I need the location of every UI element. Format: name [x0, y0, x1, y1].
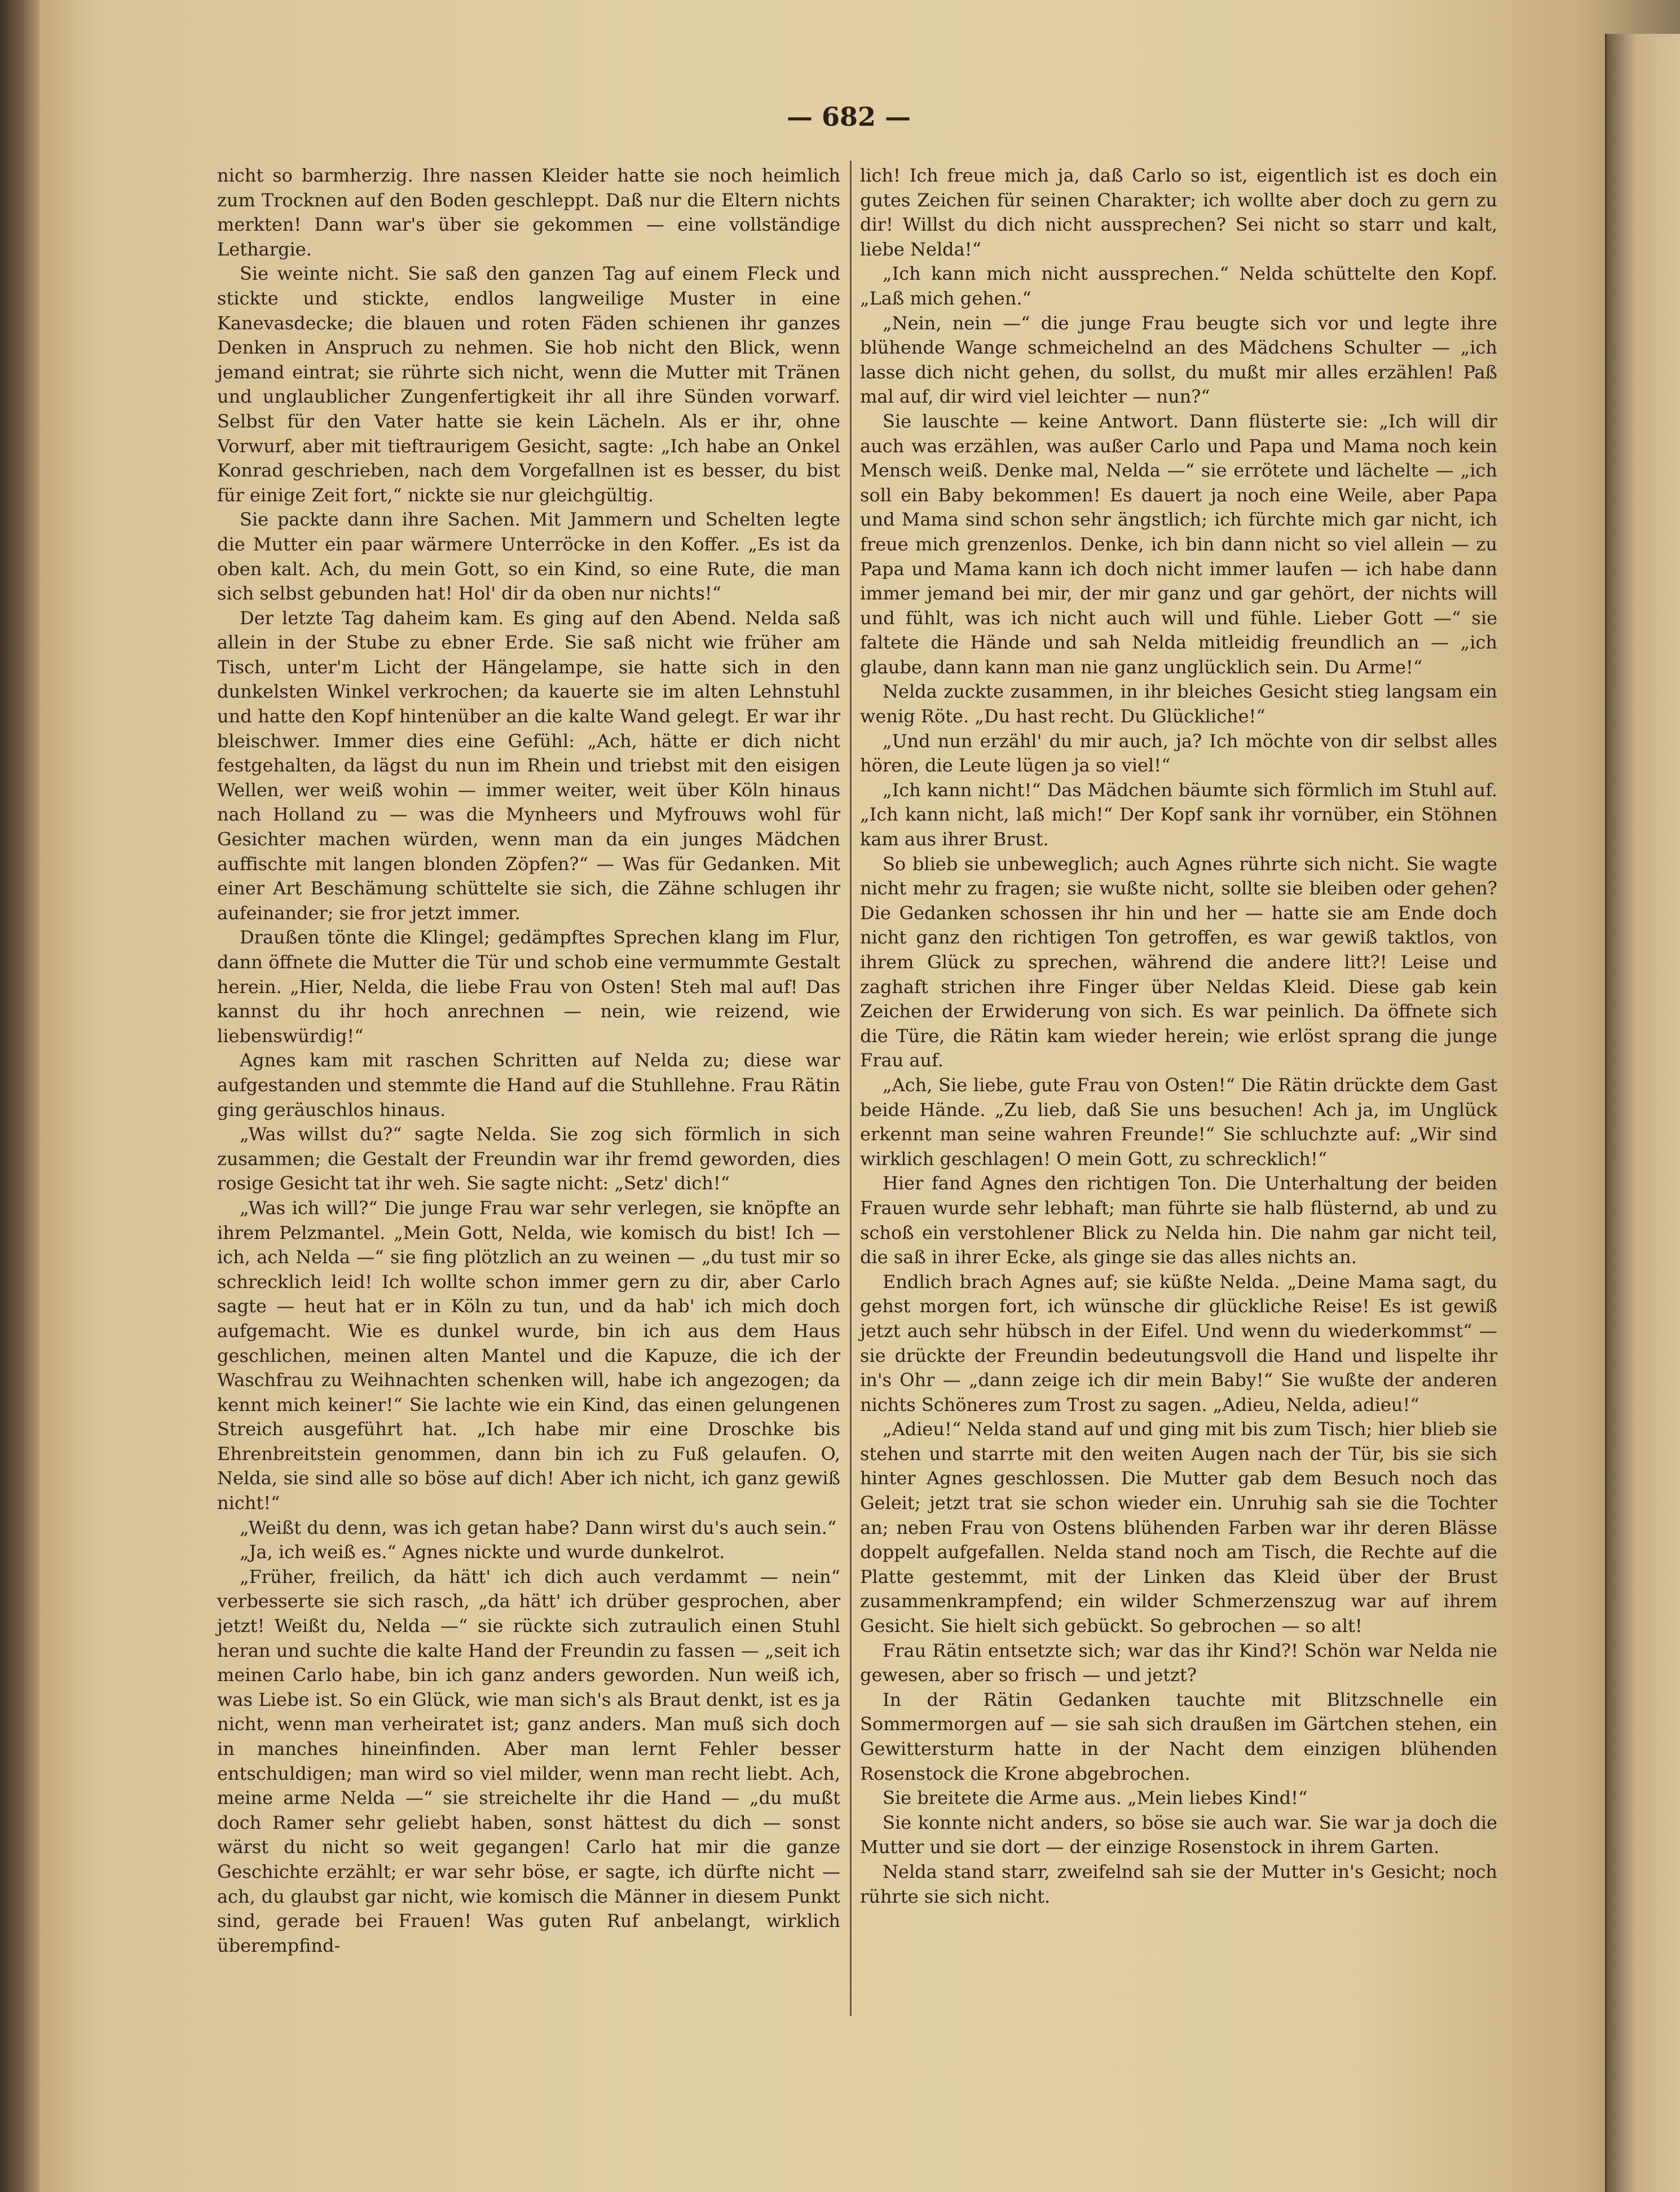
paragraph: „Früher, freilich, da hätt' ich dich auch verdammt — nein“ verbesserte sie sich rasch, „da hätt' ich drüber gesprochen, aber jetzt! Weißt du, Nelda —“ sie rückte sich zutraulich einen Stuhl heran und suchte die kalte Hand der Freundin zu fassen — „seit ich meinen Carlo habe, bin ich ganz anders geworden. Nun weiß ich, was Liebe ist. So ein Glück, wie man sich's als Braut denkt, ist es ja nicht, wenn man verheiratet ist; ganz anders. Man muß sich doch in manches hineinfinden. Aber man lernt Fehler besser entschuldigen; man wird so viel milder, wenn man recht liebt. Ach, meine arme Nelda —“ sie streichelte ihr die Hand — „du mußt doch Ramer sehr geliebt haben, sonst hättest du dich — sonst wärst du nicht so weit gegangen! Carlo hat mir die ganze Geschichte erzählt; er war sehr böse, er sagte, ich dürfte nicht — ach, du glaubst gar nicht, wie komisch die Männer in diesem Punkt sind, gerade bei Frauen! Was guten Ruf anbelangt, wirklich überempfind- — [217, 1565, 840, 1956]
paragraph: In der Rätin Gedanken tauchte mit Blitzschnelle ein Sommermorgen auf — sie sah sich draußen im Gärtchen stehen, ein Gewittersturm hatte in der Nacht dem einzigen blühenden Rosenstock die Krone abgebrochen. — [860, 1688, 1497, 1784]
paragraph: Der letzte Tag daheim kam. Es ging auf den Abend. Nelda saß allein in der Stube zu ebner Erde. Sie saß nicht wie früher am Tisch, unter'm Licht der Hängelampe, sie hatte sich in den dunkelsten Winkel verkrochen; da kauerte sie im alten Lehnstuhl und hatte den Kopf hintenüber an die kalte Wand gelegt. Er war ihr bleischwer. Immer dies eine Gefühl: „Ach, hätte er dich nicht festgehalten, da lägst du nun im Rhein und triebst mit den eisigen Wellen, wer weiß wohin — immer weiter, weit über Köln hinaus nach Holland zu — was die Mynheers und Myfrouws wohl für Gesichter machen würden, wenn man da ein junges Mädchen auffischte mit langen blonden Zöpfen?“ — Was für Gedanken. Mit einer Art Beschämung schüttelte sie sich, die Zähne schlugen ihr aufeinander; sie fror jetzt immer. — [217, 607, 840, 924]
paragraph: Sie weinte nicht. Sie saß den ganzen Tag auf einem Fleck und stickte und stickte, endlos langweilige Muster in eine Kanevasdecke; die blauen und roten Fäden schienen ihr ganzes Denken in Anspruch zu nehmen. Sie hob nicht den Blick, wenn jemand eintrat; sie rührte sich nicht, wenn die Mutter mit Tränen und unglaublicher Zungenfertigkeit ihr all ihre Sünden vorwarf. Selbst für den Vater hatte sie kein Lächeln. Als er ihr, ohne Vorwurf, aber mit tieftraurigem Gesicht, sagte: „Ich habe an Onkel Konrad geschrieben, nach dem Vorgefallnen ist es besser, du bist für einige Zeit fort,“ nickte sie nur gleichgültig. — [217, 263, 840, 506]
right-column — [860, 164, 1497, 1909]
left-column — [217, 164, 840, 1958]
paragraph: So blieb sie unbeweglich; auch Agnes rührte sich nicht. Sie wagte nicht mehr zu fragen; sie wußte nicht, sollte sie bleiben oder gehen? Die Gedanken schossen ihr hin und her — hatte sie am Ende doch nicht ganz den richtigen Ton getroffen, es war gewiß taktlos, von ihrem Glück zu sprechen, während die andere litt?! Leise und zaghaft strichen ihre Finger über Neldas Kleid. Diese gab kein Zeichen der Erwiderung von sich. Es war peinlich. Da öffnete sich die Türe, die Rätin kam wieder herein; wie erlöst sprang die junge Frau auf. — [860, 853, 1497, 1071]
paragraph: Hier fand Agnes den richtigen Ton. Die Unterhaltung der beiden Frauen wurde sehr lebhaft; man führte sie halb flüsternd, ab und zu schoß ein verstohlener Blick zu Nelda hin. Die nahm gar nicht teil, die saß in ihrer Ecke, als ginge sie das alles nichts an. — [860, 1172, 1497, 1268]
paragraph: „Und nun erzähl' du mir auch, ja? Ich möchte von dir selbst alles hören, die Leute lügen ja so viel!“ — [860, 730, 1497, 777]
paragraph: „Was ich will?“ Die junge Frau war sehr verlegen, sie knöpfte an ihrem Pelzmantel. „Mein Gott, Nelda, wie komisch du bist! Ich — ich, ach Nelda —“ sie fing plötzlich an zu weinen — „du tust mir so schrecklich leid! Ich wollte schon immer gern zu dir, aber Carlo sagte — heut hat er in Köln zu tun, und da hab' ich mich doch aufgemacht. Wie es dunkel wurde, bin ich aus dem Haus geschlichen, meinen alten Mantel und die Kapuze, die ich der Waschfrau zu Weihnachten schenken will, habe ich angezogen; da kennt mich keiner!“ Sie lachte wie ein Kind, das einen gelungenen Streich ausgeführt hat. „Ich habe mir eine Droschke bis Ehrenbreitstein genommen, dann bin ich zu Fuß gelaufen. O, Nelda, sie sind alle so böse auf dich! Aber ich nicht, ich ganz gewiß nicht!“ — [217, 1197, 840, 1514]
paragraph: „Weißt du denn, was ich getan habe? Dann wirst du's auch sein.“ — [240, 1516, 837, 1538]
paragraph: lich! Ich freue mich ja, daß Carlo so ist, eigentlich ist es doch ein gutes Zeichen für seinen Charakter; ich wollte aber doch zu gern zu dir! Willst du dich nicht aussprechen? Sei nicht so starr und kalt, liebe Nelda!“ — [860, 165, 1497, 260]
paragraph: Sie breitete die Arme aus. „Mein liebes Kind!“ — [883, 1787, 1308, 1809]
column-divider — [850, 161, 852, 2016]
paragraph: „Adieu!“ Nelda stand auf und ging mit bis zum Tisch; hier blieb sie stehen und starrte mit den weiten Augen nach der Tür, bis sie sich hinter Agnes geschlossen. Die Mutter gab dem Besuch noch das Geleit; jetzt trat sie schon wieder ein. Unruhig sah sie die Tochter an; neben Frau von Ostens blühenden Farben war ihr deren Blässe doppelt aufgefallen. Nelda stand noch am Tisch, die Rechte auf die Platte gestemmt, mit der Linken das Kleid über der Brust zusammenkrampfend; ein wilder Schmerzenszug war auf ihrem Gesicht. Sie hielt sich gebückt. So gebrochen — so alt! — [860, 1418, 1497, 1637]
paragraph: „Ich kann mich nicht aussprechen.“ Nelda schüttelte den Kopf. „Laß mich gehen.“ — [860, 263, 1497, 309]
book-binding — [0, 0, 39, 2192]
paragraph: Sie packte dann ihre Sachen. Mit Jammern und Schelten legte die Mutter ein paar wärmere Unterröcke in den Koffer. „Es ist da oben kalt. Ach, du mein Gott, so ein Kind, so eine Rute, die man sich selbst gebunden hat! Hol' dir da oben nur nichts!“ — [217, 509, 840, 605]
paragraph: nicht so barmherzig. Ihre nassen Kleider hatte sie noch heimlich zum Trocknen auf den Boden geschleppt. Daß nur die Eltern nichts merkten! Dann war's über sie gekommen — eine vollständige Lethargie. — [217, 165, 840, 260]
adjacent-page-edge — [1605, 34, 1680, 2192]
paragraph: Agnes kam mit raschen Schritten auf Nelda zu; diese war aufgestanden und stemmte die Hand auf die Stuhllehne. Frau Rätin ging geräuschlos hinaus. — [217, 1049, 840, 1121]
paragraph: „Nein, nein —“ die junge Frau beugte sich vor und legte ihre blühende Wange schmeichelnd an des Mädchens Schulter — „ich lasse dich nicht gehen, du sollst, du mußt mir alles erzählen! Paß mal auf, dir wird viel leichter — nun?“ — [860, 312, 1497, 408]
paragraph: Sie konnte nicht anders, so böse sie auch war. Sie war ja doch die Mutter und sie dort — der einzige Rosenstock in ihrem Garten. — [860, 1811, 1497, 1858]
paragraph: Endlich brach Agnes auf; sie küßte Nelda. „Deine Mama sagt, du gehst morgen fort, ich wünsche dir glückliche Reise! Es ist gewiß jetzt auch sehr hübsch in der Eifel. Und wenn du wiederkommst“ — sie drückte der Freundin bedeutungsvoll die Hand und lispelte ihr in's Ohr — „dann zeige ich dir mein Baby!“ Sie wußte der anderen nichts Schöneres zum Trost zu sagen. „Adieu, Nelda, adieu!“ — [860, 1271, 1497, 1415]
paragraph: Draußen tönte die Klingel; gedämpftes Sprechen klang im Flur, dann öffnete die Mutter die Tür und schob eine vermummte Gestalt herein. „Hier, Nelda, die liebe Frau von Osten! Steh mal auf! Das kannst du ihr hoch anrechnen — nein, wie reizend, wie liebenswürdig!“ — [217, 927, 840, 1047]
paragraph: „Ich kann nicht!“ Das Mädchen bäumte sich förmlich im Stuhl auf. „Ich kann nicht, laß mich!“ Der Kopf sank ihr vornüber, ein Stöhnen kam aus ihrer Brust. — [860, 779, 1497, 850]
paragraph: „Ja, ich weiß es.“ Agnes nickte und wurde dunkelrot. — [240, 1541, 725, 1563]
paragraph: „Was willst du?“ sagte Nelda. Sie zog sich förmlich in sich zusammen; die Gestalt der Freundin war ihr fremd geworden, dies rosige Gesicht tat ihr weh. Sie sagte nicht: „Setz' dich!“ — [217, 1123, 840, 1194]
paragraph: Sie lauschte — keine Antwort. Dann flüsterte sie: „Ich will dir auch was erzählen, was außer Carlo und Papa und Mama noch kein Mensch weiß. Denke mal, Nelda —“ sie errötete und lächelte — „ich soll ein Baby bekommen! Es dauert ja noch eine Weile, aber Papa und Mama sind schon sehr ängstlich; ich fürchte mich gar nicht, ich freue mich grenzenlos. Denke, ich bin dann nicht so viel allein — zu Papa und Mama kann ich doch nicht immer laufen — ich habe dann immer jemand bei mir, der mir ganz und gar gehört, der nichts will und fühlt, was ich nicht auch will und fühle. Lieber Gott —“ sie faltete die Hände und sah Nelda mitleidig freundlich an — „ich glaube, dann kann man nie ganz unglücklich sein. Du Arme!“ — [860, 410, 1497, 678]
paragraph: Frau Rätin entsetzte sich; war das ihr Kind?! Schön war Nelda nie gewesen, aber so frisch — und jetzt? — [860, 1639, 1497, 1686]
paragraph: „Ach, Sie liebe, gute Frau von Osten!“ Die Rätin drückte dem Gast beide Hände. „Zu lieb, daß Sie uns besuchen! Ach ja, im Unglück erkennt man seine wahren Freunde!“ Sie schluchzte auf: „Wir sind wirklich geschlagen! O mein Gott, zu schrecklich!“ — [860, 1074, 1497, 1170]
paragraph: Nelda stand starr, zweifelnd sah sie der Mutter in's Gesicht; noch rührte sie sich nicht. — [860, 1860, 1497, 1907]
page-number: — 682 — — [786, 102, 911, 132]
paragraph: Nelda zuckte zusammen, in ihr bleiches Gesicht stieg langsam ein wenig Röte. „Du hast recht. Du Glückliche!“ — [860, 681, 1497, 727]
